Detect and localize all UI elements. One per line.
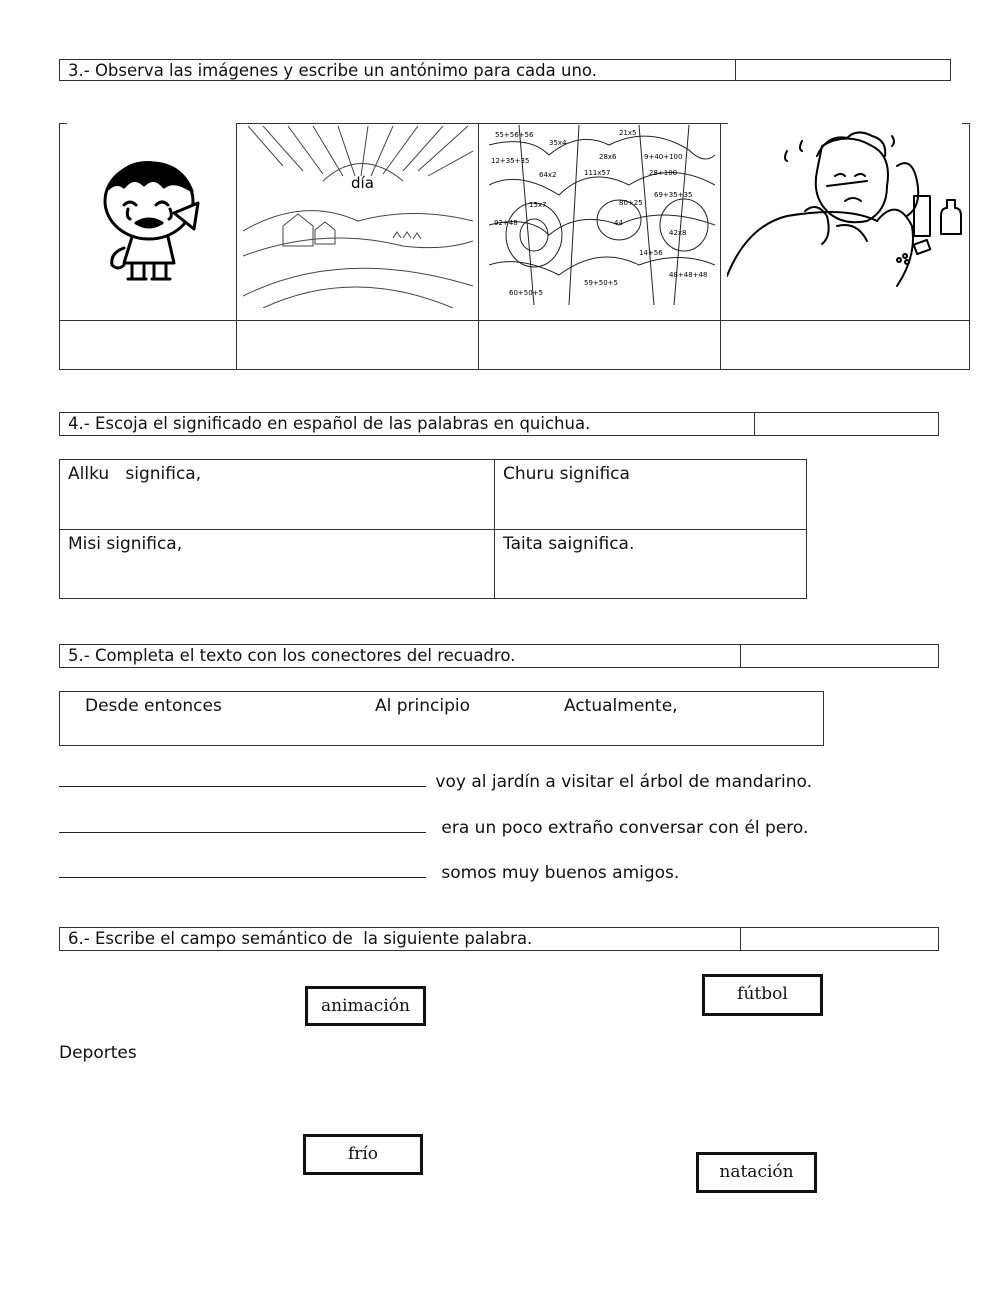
svg-text:111x57: 111x57 bbox=[584, 169, 611, 177]
section5-header bbox=[59, 644, 939, 668]
quichua-label-allku: Allku significa, bbox=[68, 464, 202, 484]
section3-header bbox=[59, 59, 951, 81]
answer-cell-1[interactable] bbox=[60, 321, 236, 369]
connector-actualmente[interactable]: Actualmente, bbox=[564, 696, 678, 716]
quichua-cell-misi[interactable] bbox=[59, 529, 495, 599]
section6-score-box[interactable] bbox=[740, 927, 939, 951]
word-box-natacion[interactable]: natación bbox=[696, 1152, 817, 1193]
section4-title: 4.- Escoja el significado en español de las palabras en quichua. bbox=[68, 414, 591, 433]
sentence-row-1 bbox=[59, 768, 812, 792]
section3-score-box[interactable] bbox=[735, 59, 951, 81]
answer-cell-2[interactable] bbox=[237, 321, 478, 369]
svg-text:21x5: 21x5 bbox=[619, 129, 637, 137]
quichua-label-churu: Churu significa bbox=[503, 464, 630, 484]
word-box-animacion[interactable]: animación bbox=[305, 986, 426, 1026]
quichua-cell-churu[interactable] bbox=[494, 459, 807, 530]
crying-boy-image bbox=[94, 153, 204, 288]
answer-cell-3[interactable] bbox=[479, 321, 720, 369]
antonym-table bbox=[59, 123, 970, 370]
svg-text:14+56: 14+56 bbox=[639, 249, 663, 257]
sentence-text-2: era un poco extraño conversar con él pero. bbox=[441, 818, 809, 838]
word-box-futbol[interactable]: fútbol bbox=[702, 974, 823, 1016]
sunrise-landscape-image bbox=[243, 126, 473, 308]
word-box-frio[interactable]: frío bbox=[303, 1134, 423, 1175]
section4-score-box[interactable] bbox=[754, 412, 939, 436]
svg-text:59+50+5: 59+50+5 bbox=[584, 279, 618, 287]
connectors-box bbox=[59, 691, 824, 746]
dia-label: día bbox=[351, 174, 374, 192]
sentence-blank-1[interactable] bbox=[59, 768, 426, 787]
section6-header bbox=[59, 927, 939, 951]
sentence-text-3: somos muy buenos amigos. bbox=[441, 863, 680, 883]
svg-text:92+48: 92+48 bbox=[494, 219, 518, 227]
svg-text:69+35+35: 69+35+35 bbox=[654, 191, 693, 199]
svg-text:80+25: 80+25 bbox=[619, 199, 643, 207]
section5-score-box[interactable] bbox=[740, 644, 939, 668]
quichua-cell-allku[interactable] bbox=[59, 459, 495, 530]
svg-text:55+56+56: 55+56+56 bbox=[495, 131, 534, 139]
section5-title: 5.- Completa el texto con los conectores del recuadro. bbox=[68, 646, 516, 665]
quichua-cell-taita[interactable] bbox=[494, 529, 807, 599]
section3-title: 3.- Observa las imágenes y escribe un antónimo para cada uno. bbox=[68, 61, 597, 80]
answer-cell-4[interactable] bbox=[721, 321, 969, 369]
svg-text:35x4: 35x4 bbox=[549, 139, 567, 147]
svg-text:48+48+48: 48+48+48 bbox=[669, 271, 708, 279]
section4-header bbox=[59, 412, 939, 436]
svg-text:64x2: 64x2 bbox=[539, 171, 557, 179]
connector-desde-entonces[interactable]: Desde entonces bbox=[85, 696, 222, 716]
svg-text:28+100: 28+100 bbox=[649, 169, 678, 177]
svg-text:42x8: 42x8 bbox=[669, 229, 687, 237]
semantic-field-label: Deportes bbox=[59, 1043, 137, 1063]
sentence-blank-2[interactable] bbox=[59, 814, 426, 833]
math-coloring-image bbox=[489, 125, 715, 305]
connector-al-principio[interactable]: Al principio bbox=[375, 696, 471, 716]
svg-text:60+50+5: 60+50+5 bbox=[509, 289, 543, 297]
sentence-row-3 bbox=[59, 859, 679, 883]
sentence-text-1: voy al jardín a visitar el árbol de mandarino. bbox=[435, 772, 812, 792]
svg-text:44: 44 bbox=[614, 219, 623, 227]
svg-text:28x6: 28x6 bbox=[599, 153, 617, 161]
sick-boy-image bbox=[727, 126, 967, 306]
quichua-label-misi: Misi significa, bbox=[68, 534, 183, 554]
section6-title: 6.- Escribe el campo semántico de la siguiente palabra. bbox=[68, 929, 533, 948]
svg-text:12+35+35: 12+35+35 bbox=[491, 157, 530, 165]
sentence-row-2 bbox=[59, 814, 808, 838]
quichua-label-taita: Taita saignifica. bbox=[503, 534, 635, 554]
svg-text:9+40+100: 9+40+100 bbox=[644, 153, 683, 161]
sentence-blank-3[interactable] bbox=[59, 859, 426, 878]
svg-text:15x7: 15x7 bbox=[529, 201, 547, 209]
